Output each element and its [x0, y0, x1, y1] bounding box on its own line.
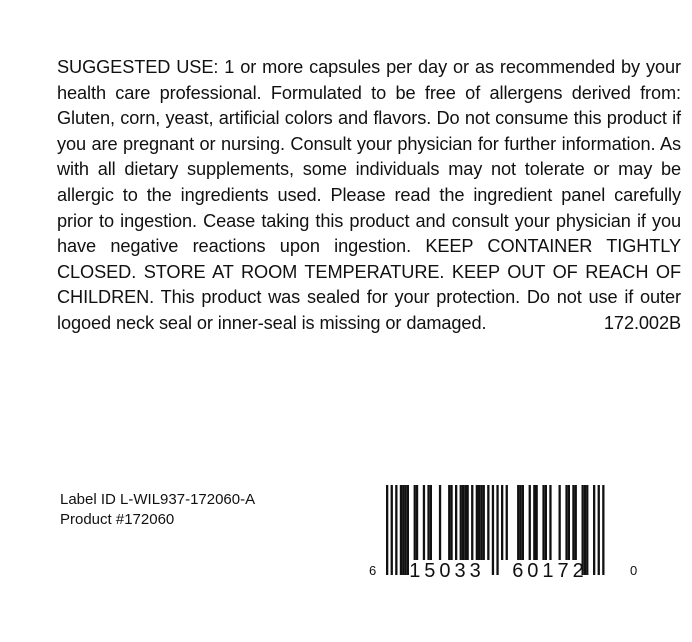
barcode-bar — [545, 485, 547, 560]
barcode-bar — [414, 485, 416, 560]
barcode-bar — [395, 485, 397, 575]
barcode-bar — [572, 485, 574, 560]
barcode-bar — [404, 485, 406, 575]
barcode-graphic — [360, 483, 650, 583]
barcode-number-system: 6 — [369, 563, 377, 578]
barcode-bar — [598, 485, 600, 575]
product-number: Product #172060 — [60, 511, 175, 528]
barcode-bar — [464, 485, 466, 560]
barcode-bar — [529, 485, 531, 560]
barcode-bar — [476, 485, 478, 560]
barcode-right-digits: 60172 — [512, 560, 588, 582]
upc-barcode — [360, 483, 650, 583]
barcode-left-digits: 15033 — [409, 560, 485, 582]
barcode-bar — [439, 485, 441, 560]
barcode-bar — [559, 485, 561, 560]
barcode-bar — [462, 485, 464, 560]
barcode-bar — [565, 485, 567, 560]
barcode-bar — [575, 485, 577, 560]
barcode-bar — [533, 485, 535, 560]
barcode-bar — [602, 485, 604, 575]
barcode-bar — [501, 485, 503, 560]
barcode-bar — [416, 485, 418, 560]
barcode-bar — [448, 485, 450, 560]
barcode-bar — [402, 485, 404, 575]
barcode-bar — [483, 485, 485, 560]
barcode-bar — [492, 485, 494, 575]
barcode-bar — [450, 485, 452, 560]
suggested-use-text: SUGGESTED USE: 1 or more capsules per day or as recommended by your health care professional. Formulated to be free of allergens derived from: Gluten, corn, yeast, artificial colors and flavors. Do not consume this product if you are pregnant or nursing. Consult your physician for further information. As with all dietary supplements, some individuals may not tolerate or may be allergic to the ingredients used. Please read the ingredient panel carefully prior to ingestion. Cease taking this product and consult your physician if you have negative reactions upon ingestion. KEEP CONTAINER TIGHTLY CLOSED. STORE AT ROOM TEMPERATURE. KEEP OUT OF REACH OF CHILDREN. This product was sealed for your protection. Do not use if outer logoed neck seal or inner-seal is missing or damaged. — [57, 57, 681, 333]
barcode-bar — [536, 485, 538, 560]
barcode-bar — [519, 485, 521, 560]
barcode-bar — [478, 485, 480, 560]
barcode-bar — [400, 485, 402, 575]
barcode-bar — [496, 485, 498, 575]
barcode-bar — [522, 485, 524, 560]
barcode-bar — [423, 485, 425, 560]
barcode-bar — [471, 485, 473, 560]
barcode-bar — [593, 485, 595, 575]
barcode-bar — [542, 485, 544, 560]
barcode-bar — [517, 485, 519, 560]
barcode-bar — [386, 485, 388, 575]
lot-code: 172.002B — [603, 312, 681, 333]
barcode-bar — [455, 485, 457, 560]
label-info — [60, 490, 255, 530]
barcode-bar — [430, 485, 432, 560]
barcode-bar — [467, 485, 469, 560]
barcode-check-digit: 0 — [630, 563, 638, 578]
barcode-bar — [480, 485, 482, 560]
barcode-bar — [391, 485, 393, 575]
barcode-bar — [549, 485, 551, 560]
barcode-bar — [506, 485, 508, 560]
barcode-bar — [487, 485, 489, 560]
barcode-bar — [568, 485, 570, 560]
barcode-bar — [460, 485, 462, 560]
suggested-use-paragraph — [57, 55, 681, 337]
label-id: Label ID L-WIL937-172060-A — [60, 491, 256, 508]
barcode-bar — [427, 485, 429, 560]
